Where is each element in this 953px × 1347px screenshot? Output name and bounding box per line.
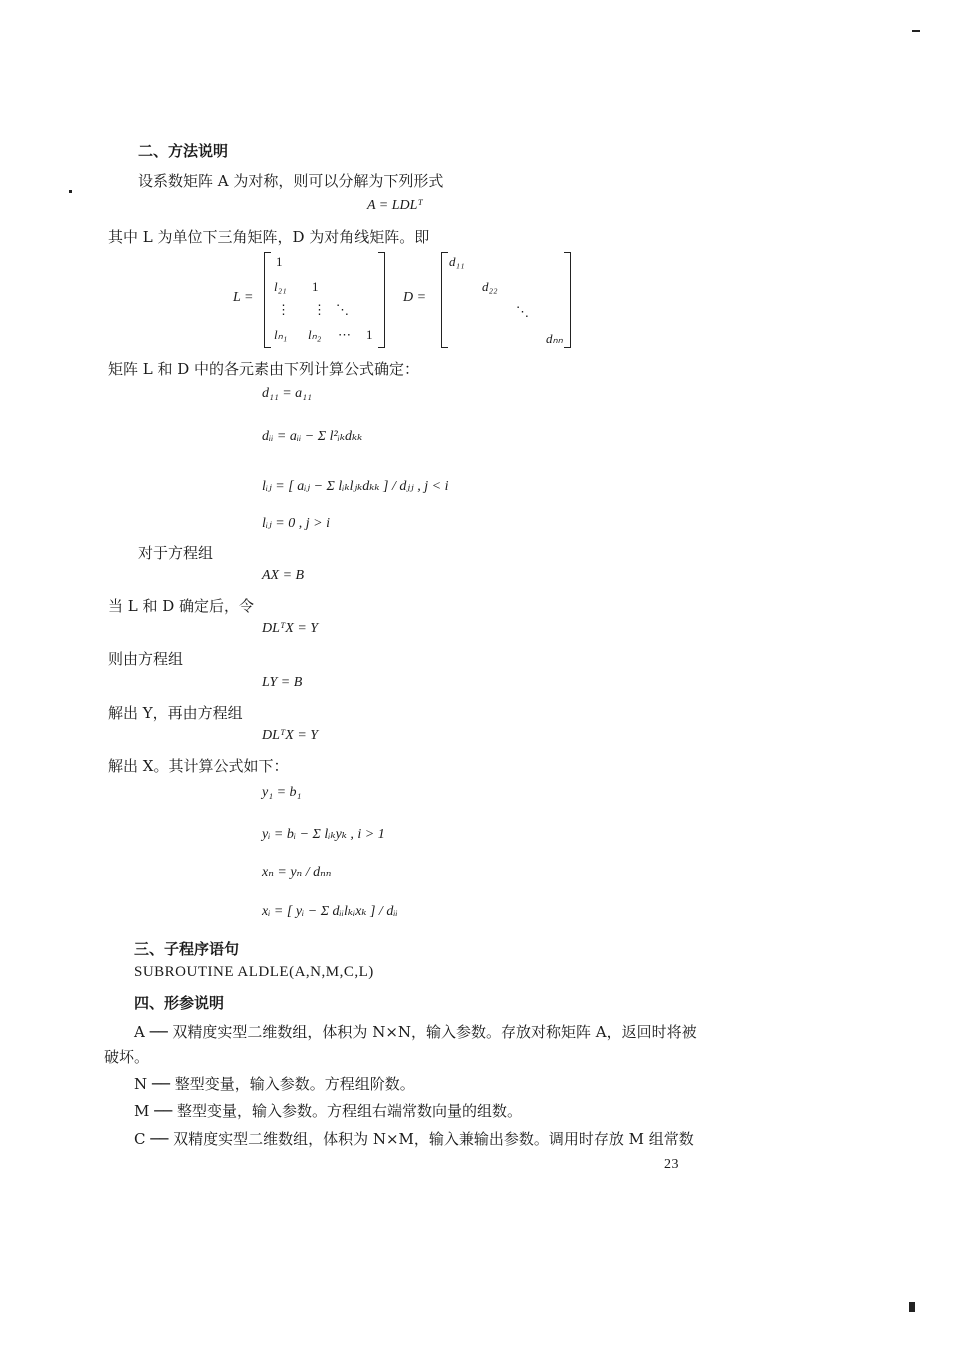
section-title-params: 四、形参说明: [134, 994, 225, 1012]
matrix-l-r4c3: ⋯: [338, 327, 351, 342]
matrix-l-r4c2: lₙ₂: [308, 327, 322, 342]
param-a-description-cont: 破坏。: [104, 1048, 150, 1066]
matrix-d-left-bracket: [441, 252, 448, 348]
formula-d11: d₁₁ = a₁₁: [262, 386, 312, 401]
param-n-description: N ── 整型变量，输入参数。方程组阶数。: [134, 1075, 415, 1093]
paragraph-for-system: 对于方程组: [138, 544, 214, 562]
param-c-description: C ── 双精度实型二维数组，体积为 N×M，输入兼输出参数。调用时存放 M 组常数: [134, 1130, 694, 1148]
equation-ly-b: LY = B: [262, 675, 303, 690]
paragraph-matrix-def: 其中 L 为单位下三角矩阵，D 为对角线矩阵。即: [108, 228, 430, 246]
page-number: 23: [664, 1157, 679, 1172]
formula-xi: xᵢ = [ yᵢ − Σ dᵢᵢlₖᵢxₖ ] / dᵢᵢ: [262, 904, 398, 919]
formula-dii: dᵢᵢ = aᵢᵢ − Σ l²ᵢₖdₖₖ: [262, 429, 363, 444]
matrix-d-dots: ⋱: [516, 304, 529, 319]
matrix-l-r3c2: ⋮: [313, 302, 326, 317]
formula-y1: y₁ = b₁: [262, 785, 302, 800]
matrix-d-dnn: dₙₙ: [546, 331, 563, 346]
equation-ldlt: A = LDLᵀ: [367, 198, 423, 213]
matrix-l-left-bracket: [264, 252, 271, 348]
scan-speck-left: [69, 190, 72, 193]
paragraph-symmetric: 设系数矩阵 A 为对称，则可以分解为下列形式: [138, 172, 444, 190]
matrix-d-right-bracket: [564, 252, 571, 348]
matrix-l-r2c2: 1: [312, 279, 319, 294]
matrix-l-r1c1: 1: [276, 254, 283, 269]
scan-speck-top: [912, 30, 920, 32]
matrix-d-label: D =: [403, 290, 427, 305]
param-m-description: M ── 整型变量，输入参数。方程组右端常数向量的组数。: [134, 1102, 522, 1120]
matrix-l-r2c1: l₂₁: [274, 279, 287, 294]
equation-dltx-y-2: DLᵀX = Y: [262, 728, 319, 743]
paragraph-solve-x: 解出 X。其计算公式如下：: [108, 757, 289, 775]
paragraph-then-system: 则由方程组: [108, 650, 184, 668]
matrix-l-r4c1: lₙ₁: [274, 327, 288, 342]
formula-xn: xₙ = yₙ / dₙₙ: [262, 865, 332, 880]
matrix-d-d22: d₂₂: [482, 279, 498, 294]
formula-yi: yᵢ = bᵢ − Σ lᵢₖyₖ , i > 1: [262, 827, 385, 842]
section-title-subroutine: 三、子程序语句: [134, 940, 240, 958]
formula-lij-zero: lᵢⱼ = 0 , j > i: [262, 516, 330, 531]
scan-speck-bottom: [909, 1302, 915, 1312]
matrix-d-d11: d₁₁: [449, 254, 465, 269]
section-title-method: 二、方法说明: [138, 142, 229, 160]
equation-dltx-y: DLᵀX = Y: [262, 621, 319, 636]
matrix-l-r4c4: 1: [366, 327, 373, 342]
matrix-l-label: L =: [233, 290, 254, 305]
equation-ax-b: AX = B: [262, 568, 305, 583]
formula-lij: lᵢⱼ = [ aᵢⱼ − Σ lᵢₖlⱼₖdₖₖ ] / dⱼⱼ , j < i: [262, 479, 449, 494]
matrix-l-r3c3: ⋱: [336, 302, 349, 317]
subroutine-statement: SUBROUTINE ALDLE(A,N,M,C,L): [134, 964, 374, 980]
paragraph-elements: 矩阵 L 和 D 中的各元素由下列计算公式确定：: [108, 360, 420, 378]
paragraph-solve-y: 解出 Y，再由方程组: [108, 704, 243, 722]
matrix-l-r3c1: ⋮: [277, 302, 290, 317]
matrix-l-right-bracket: [378, 252, 385, 348]
paragraph-when-determined: 当 L 和 D 确定后，令: [108, 597, 255, 615]
param-a-description: A ── 双精度实型二维数组，体积为 N×N，输入参数。存放对称矩阵 A，返回时将被: [134, 1023, 697, 1041]
